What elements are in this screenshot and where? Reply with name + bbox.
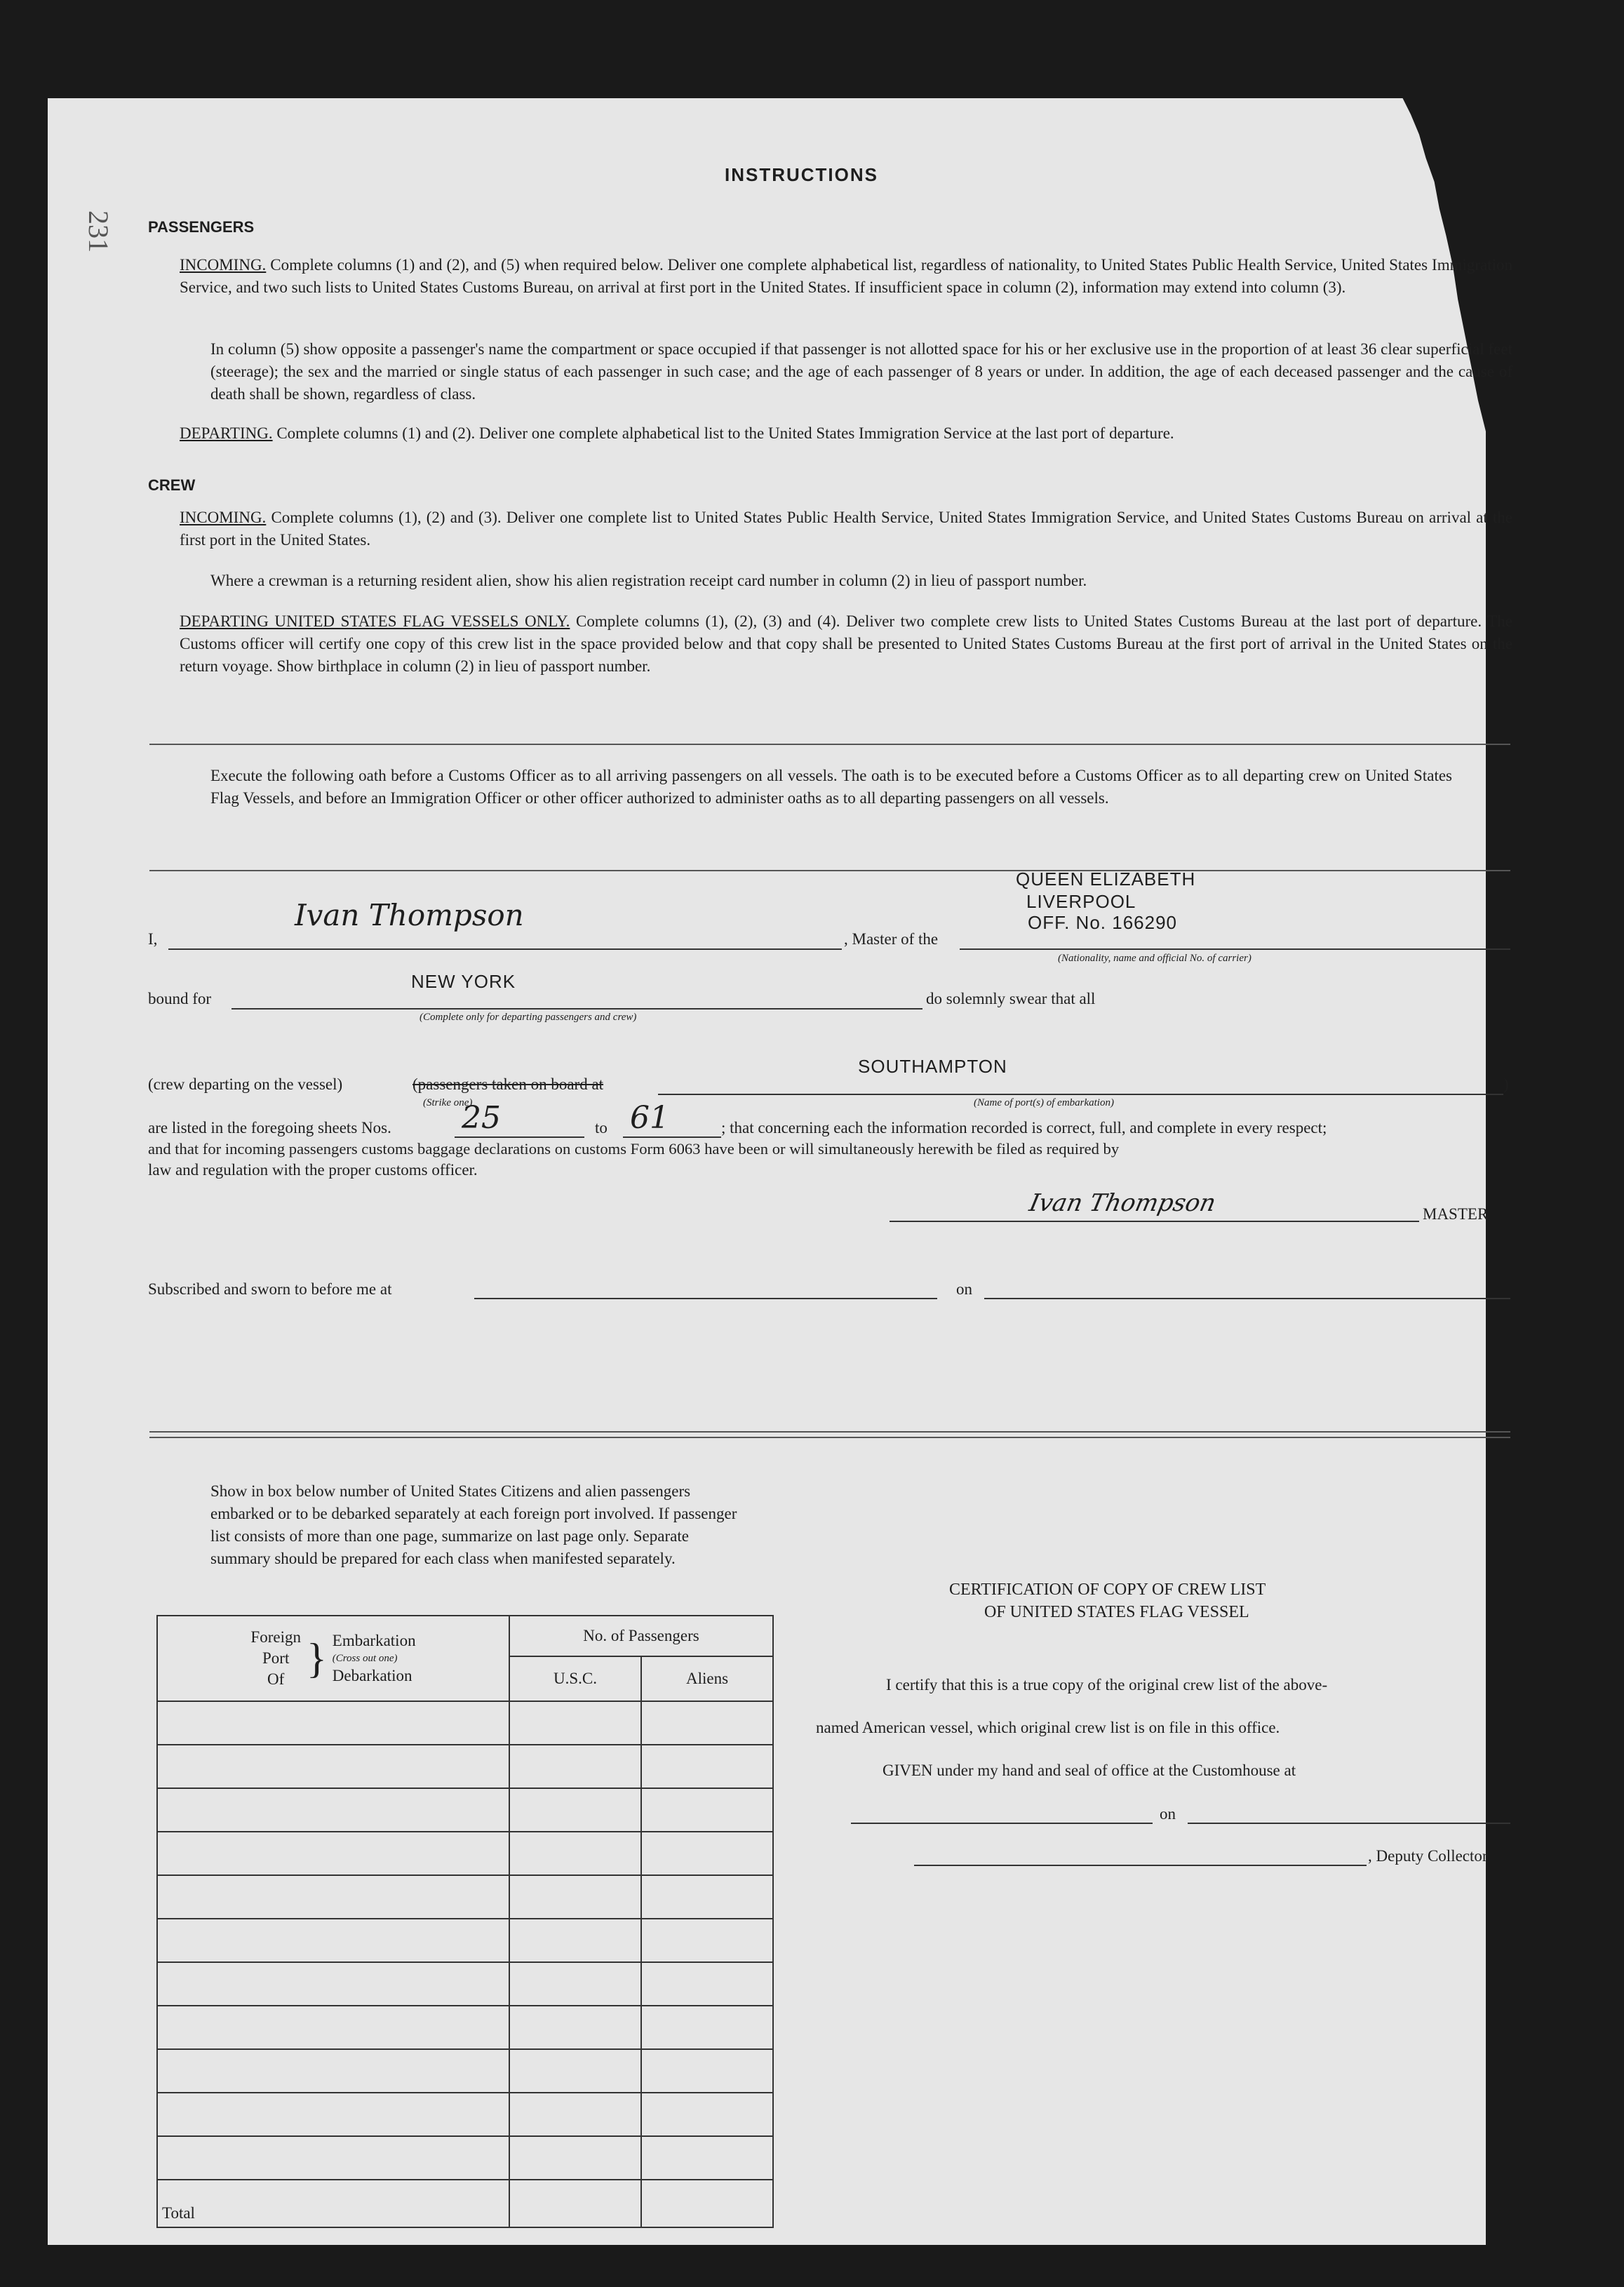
aliens-header: Aliens [685, 1670, 729, 1687]
passengers-column5: In column (5) show opposite a passenger's name the compartment or space occupied if that passenger is not allotted space for his or her exclusive use in the proportion of at least 36 clear superficial feet (steerage); the sex and the married or single status of each passenger in such case; and the age of each passenger of 8 years or under. In addition, the age of each deceased passenger and the cause of death shall be shown, regardless of class. [210, 340, 1512, 403]
certification-on-label: on [1160, 1805, 1176, 1823]
vessel-name: QUEEN ELIZABETH [1016, 868, 1196, 890]
page-title: INSTRUCTIONS [725, 164, 878, 185]
crew-departing-label: (crew departing on the vessel) [148, 1075, 343, 1093]
summary-divider-1 [149, 1431, 1510, 1433]
table-row [157, 1745, 773, 1788]
sheet-from: 25 [462, 1100, 501, 1136]
passengers-departing-label: DEPARTING. [180, 424, 273, 442]
passengers-departing-text: Complete columns (1) and (2). Deliver one complete alphabetical list to the United States Immigration Service at the last port of departure. [276, 424, 1174, 442]
table-row [157, 2006, 773, 2049]
concerning-text: ; that concerning each the information recorded is correct, full, and complete in every respect; [721, 1119, 1327, 1136]
subscribed-date-line [984, 1298, 1510, 1299]
vessel-caption: (Nationality, name and official No. of carrier) [1058, 953, 1251, 964]
crew-incoming [180, 507, 1512, 551]
summary-divider-2 [149, 1437, 1510, 1438]
vessel-port: LIVERPOOL [1026, 891, 1136, 912]
sheet-to: 61 [630, 1100, 669, 1136]
subscribed-place-line [474, 1298, 937, 1299]
embark-caption: (Name of port(s) of embarkation) [974, 1097, 1114, 1108]
bound-for-caption: (Complete only for departing passengers and crew) [420, 1012, 637, 1023]
table-row [157, 2136, 773, 2180]
summary-instructions: Show in box below number of United States Citizens and alien passengers embarked or to be debarked separately at each foreign port involved. If passenger list consists of more than one page, summarize on last page only. Separate summary should be prepared for each class when manifested separately. [210, 1482, 737, 1567]
swear-text: do solemnly swear that all [926, 990, 1096, 1007]
crew-incoming-label: INCOMING. [180, 509, 267, 526]
passengers-heading: PASSENGERS [148, 218, 255, 236]
certification-title-line1: CERTIFICATION OF COPY OF CREW LIST [949, 1581, 1266, 1599]
deputy-collector-line [914, 1865, 1367, 1866]
certify-line2: named American vessel, which original crew list is on file in this office. [816, 1719, 1280, 1736]
cross-out-caption: (Cross out one) [332, 1653, 398, 1664]
close-paren: ) [1503, 1075, 1509, 1093]
document-sheet [48, 98, 1513, 2245]
listed-text: are listed in the foregoing sheets Nos. [148, 1119, 391, 1136]
master-signature: Ivan Thompson [295, 898, 524, 932]
section-divider [149, 744, 1510, 745]
customhouse-place-line [851, 1823, 1153, 1824]
subscribed-label: Subscribed and sworn to before me at [148, 1280, 392, 1298]
table-row [157, 1919, 773, 1962]
passengers-incoming-text: Complete columns (1) and (2), and (5) when required below. Deliver one complete alphabetical list, regardless of nationality, to United States Public Health Service, United States Immigration Service, and two such lists to United States Customs Bureau, on arrival at first port in the United States. If insufficient space in column (2), information may extend into column (3). [180, 256, 1513, 296]
bound-for-label: bound for [148, 990, 212, 1007]
crew-departing-label: DEPARTING UNITED STATES FLAG VESSELS ONLY. [180, 612, 570, 630]
brace-glyph: } [306, 1635, 327, 1682]
master-of-the-label: , Master of the [844, 930, 939, 948]
passengers-count-header [509, 1616, 773, 1701]
vessel-line [960, 948, 1510, 950]
certify-line1: I certify that this is a true copy of the original crew list of the above- [886, 1676, 1328, 1694]
port-header-cell [157, 1616, 509, 1701]
passengers-departing [180, 422, 1512, 445]
bound-for-value: NEW YORK [411, 971, 516, 992]
margin-sheet-number: 231 [83, 210, 114, 253]
table-row [157, 2093, 773, 2136]
port-header-of: Of [267, 1670, 285, 1688]
struck-passengers-text: (passengers taken on board at [412, 1075, 604, 1093]
port-header-port: Port [262, 1649, 290, 1667]
total-label: Total [157, 2180, 509, 2227]
crew-departing-text: Complete columns (1), (2), (3) and (4). Deliver two complete crew lists to United States Customs Bureau at the last port of departure. The Customs officer will certify one copy of this crew list in the space provided below and that copy shall be presented to United States Customs Bureau at the first port of arrival in the United States on the return voyage. Show birthplace in column (2) in lieu of passport number. [180, 612, 1513, 675]
usc-header: U.S.C. [510, 1657, 642, 1701]
passenger-summary-table [156, 1615, 774, 2228]
crew-resident-alien: Where a crewman is a returning resident alien, show his alien registration receipt card number in column (2) in lieu of passport number. [210, 572, 1087, 589]
table-row [157, 2049, 773, 2093]
table-row [157, 1875, 773, 1919]
master-name-line [168, 948, 842, 950]
embark-line [658, 1094, 1503, 1095]
table-row [157, 1962, 773, 2006]
given-line: GIVEN under my hand and seal of office at the Customhouse at [883, 1762, 1296, 1779]
table-row [157, 1701, 773, 1745]
oath-divider [149, 870, 1510, 871]
certification-title-line2: OF UNITED STATES FLAG VESSEL [984, 1603, 1249, 1621]
table-row [157, 1832, 773, 1875]
master-signature-line [890, 1221, 1419, 1222]
table-row [157, 1788, 773, 1832]
total-row [157, 2180, 773, 2227]
subscribed-on-label: on [956, 1280, 972, 1298]
deputy-collector-label: , Deputy Collector [1368, 1847, 1488, 1865]
crew-incoming-text: Complete columns (1), (2) and (3). Deliver one complete list to United States Public Health Service, United States Immigration Service, and United States Customs Bureau on arrival at the first port in the United States. [180, 509, 1512, 549]
to-label: to [595, 1119, 608, 1136]
baggage-line2: law and regulation with the proper customs officer. [148, 1161, 478, 1179]
crew-heading: CREW [148, 476, 196, 494]
certification-date-line [1188, 1823, 1510, 1824]
crew-departing [180, 610, 1512, 678]
master-signature-2: Ivan Thompson [1026, 1189, 1219, 1217]
oath-intro: Execute the following oath before a Customs Officer as to all arriving passengers on all vessels. The oath is to be executed before a Customs Officer as to all departing crew on United States Flag Vessels, and before an Immigration Officer or other officer authorized to administer oaths as to all departing passengers on all vessels. [210, 767, 1452, 807]
vessel-official-number: OFF. No. 166290 [1028, 912, 1177, 933]
port-header-foreign: Foreign [250, 1628, 301, 1646]
no-of-passengers-label: No. of Passengers [510, 1616, 772, 1657]
oath-i-label: I, [148, 930, 158, 948]
debarkation-label: Debarkation [332, 1667, 412, 1684]
master-label: MASTER [1423, 1205, 1489, 1223]
strike-caption: (Strike one) [423, 1097, 473, 1108]
embark-port: SOUTHAMPTON [858, 1056, 1007, 1077]
passengers-incoming-label: INCOMING. [180, 256, 267, 274]
bound-for-line [231, 1008, 922, 1010]
baggage-line1: and that for incoming passengers customs baggage declarations on customs Form 6063 have been or will simultaneously herewith be filed as required by [148, 1140, 1120, 1158]
passengers-incoming [180, 254, 1512, 299]
embarkation-label: Embarkation [332, 1632, 416, 1649]
